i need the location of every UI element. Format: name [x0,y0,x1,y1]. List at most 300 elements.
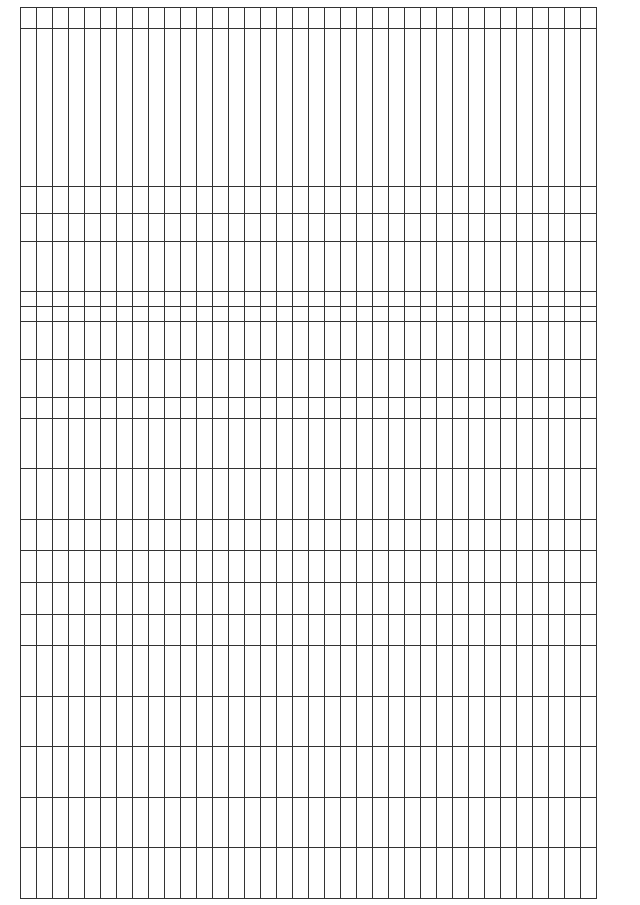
cell-residents [373,418,389,469]
cell-c8 [517,747,533,798]
cell-sec [149,307,165,322]
cell-area2 [389,359,405,397]
cell-kind [69,241,85,292]
cell-apts [69,397,85,418]
cell-sec [437,307,453,322]
cell-d1 [85,797,101,848]
cell-floors [261,292,277,307]
cell-c5 [101,614,117,646]
cell-residents [325,418,341,469]
cell-c8 [37,747,53,798]
cell-c4 [181,582,197,614]
cell-sec [53,307,69,322]
cell-d1 [517,797,533,848]
cell-c5 [149,614,165,646]
cell-c5 [293,614,309,646]
cell-d2 [293,848,309,899]
cell-sec [37,307,53,322]
table-row [405,8,421,899]
table-row [245,8,261,899]
cell-residents [85,418,101,469]
cell-c8 [421,747,437,798]
cell-c3 [373,551,389,583]
cell-sec [309,307,325,322]
cell-apts [309,397,325,418]
cell-c6 [133,646,149,697]
cell-c3 [37,551,53,583]
cell-name [37,29,53,187]
cell-c3 [117,551,133,583]
cell-floors [373,292,389,307]
cell-c1 [533,469,549,520]
cell-c4 [293,582,309,614]
cell-floors [149,292,165,307]
cell-c6 [373,646,389,697]
cell-no [405,8,421,29]
cell-d2 [565,848,581,899]
cell-c5 [325,614,341,646]
cell-c3 [277,551,293,583]
cell-residents [405,418,421,469]
cell-floors [437,292,453,307]
cell-c1 [37,469,53,520]
cell-residents [453,418,469,469]
cell-year2 [101,214,117,241]
cell-c8 [181,747,197,798]
cell-no [245,8,261,29]
cell-c8 [53,747,69,798]
cell-c5 [437,614,453,646]
cell-area [21,321,37,359]
cell-sec [181,307,197,322]
cell-c5 [517,614,533,646]
cell-year [389,187,405,214]
cell-residents [229,418,245,469]
cell-c4 [341,582,357,614]
cell-kind [357,241,373,292]
cell-sec [197,307,213,322]
cell-name [309,29,325,187]
cell-floors [517,292,533,307]
cell-c2 [101,519,117,551]
cell-no [53,8,69,29]
cell-c7 [181,696,197,747]
cell-d1 [197,797,213,848]
cell-d2 [405,848,421,899]
cell-c5 [53,614,69,646]
cell-c2 [165,519,181,551]
cell-year2 [37,214,53,241]
cell-apts [213,397,229,418]
table-row [149,8,165,899]
cell-c5 [69,614,85,646]
cell-c3 [229,551,245,583]
cell-c2 [229,519,245,551]
cell-year2 [389,214,405,241]
cell-c8 [309,747,325,798]
cell-c4 [581,582,597,614]
cell-name [533,29,549,187]
cell-residents [149,418,165,469]
cell-d1 [309,797,325,848]
cell-c7 [197,696,213,747]
cell-floors [197,292,213,307]
cell-year2 [133,214,149,241]
cell-area [85,321,101,359]
cell-name [325,29,341,187]
cell-d1 [437,797,453,848]
cell-c2 [277,519,293,551]
cell-c7 [21,696,37,747]
cell-d2 [245,848,261,899]
cell-area2 [229,359,245,397]
cell-c1 [325,469,341,520]
cell-kind [485,241,501,292]
cell-no [357,8,373,29]
cell-no [549,8,565,29]
cell-apts [469,397,485,418]
cell-area [469,321,485,359]
cell-d2 [549,848,565,899]
cell-c5 [197,614,213,646]
cell-c6 [69,646,85,697]
cell-sec [21,307,37,322]
cell-floors [549,292,565,307]
cell-c6 [149,646,165,697]
cell-c7 [309,696,325,747]
cell-c8 [21,747,37,798]
cell-c8 [149,747,165,798]
cell-kind [261,241,277,292]
cell-c7 [565,696,581,747]
cell-c2 [469,519,485,551]
cell-kind [501,241,517,292]
cell-year2 [309,214,325,241]
cell-residents [21,418,37,469]
cell-year2 [533,214,549,241]
cell-residents [165,418,181,469]
cell-c4 [469,582,485,614]
cell-area [229,321,245,359]
cell-c8 [197,747,213,798]
cell-c5 [165,614,181,646]
cell-d1 [37,797,53,848]
cell-apts [549,397,565,418]
cell-no [389,8,405,29]
cell-c4 [421,582,437,614]
cell-kind [21,241,37,292]
cell-c3 [485,551,501,583]
cell-c4 [405,582,421,614]
cell-c8 [501,747,517,798]
cell-c5 [373,614,389,646]
cell-c7 [165,696,181,747]
cell-kind [405,241,421,292]
cell-residents [293,418,309,469]
cell-c1 [197,469,213,520]
cell-c2 [501,519,517,551]
cell-c5 [485,614,501,646]
cell-c7 [149,696,165,747]
cell-d1 [373,797,389,848]
cell-c7 [53,696,69,747]
cell-c4 [309,582,325,614]
cell-floors [101,292,117,307]
cell-apts [293,397,309,418]
cell-c2 [213,519,229,551]
cell-no [309,8,325,29]
cell-area2 [549,359,565,397]
cell-sec [133,307,149,322]
cell-no [373,8,389,29]
cell-d2 [389,848,405,899]
cell-c1 [245,469,261,520]
cell-d2 [69,848,85,899]
cell-c8 [581,747,597,798]
cell-c2 [565,519,581,551]
cell-kind [197,241,213,292]
cell-c6 [437,646,453,697]
cell-c1 [213,469,229,520]
cell-year2 [261,214,277,241]
cell-c2 [117,519,133,551]
cell-sec [341,307,357,322]
cell-no [341,8,357,29]
cell-c6 [325,646,341,697]
cell-apts [517,397,533,418]
cell-c4 [69,582,85,614]
cell-c8 [213,747,229,798]
cell-c5 [565,614,581,646]
cell-area [37,321,53,359]
cell-kind [437,241,453,292]
cell-c8 [293,747,309,798]
cell-apts [149,397,165,418]
cell-no [517,8,533,29]
cell-apts [437,397,453,418]
cell-area2 [277,359,293,397]
cell-kind [37,241,53,292]
cell-apts [229,397,245,418]
cell-area [549,321,565,359]
cell-no [261,8,277,29]
cell-year [421,187,437,214]
cell-d2 [453,848,469,899]
cell-d1 [341,797,357,848]
cell-name [293,29,309,187]
cell-no [533,8,549,29]
cell-c1 [101,469,117,520]
cell-year2 [437,214,453,241]
cell-c4 [389,582,405,614]
cell-d2 [117,848,133,899]
cell-area2 [181,359,197,397]
cell-c7 [533,696,549,747]
cell-year2 [293,214,309,241]
cell-c6 [533,646,549,697]
cell-d2 [357,848,373,899]
cell-d2 [277,848,293,899]
cell-kind [245,241,261,292]
cell-c1 [517,469,533,520]
cell-area2 [85,359,101,397]
cell-name [165,29,181,187]
cell-c1 [357,469,373,520]
cell-residents [389,418,405,469]
cell-d1 [133,797,149,848]
cell-kind [453,241,469,292]
cell-d2 [421,848,437,899]
cell-c8 [437,747,453,798]
cell-d2 [533,848,549,899]
cell-area [357,321,373,359]
cell-name [117,29,133,187]
cell-area [117,321,133,359]
cell-c1 [373,469,389,520]
cell-no [229,8,245,29]
cell-c4 [21,582,37,614]
cell-c2 [341,519,357,551]
cell-year [101,187,117,214]
table-row [261,8,277,899]
cell-area2 [421,359,437,397]
cell-c3 [69,551,85,583]
cell-c7 [421,696,437,747]
cell-c3 [357,551,373,583]
cell-area2 [485,359,501,397]
cell-residents [261,418,277,469]
cell-year2 [373,214,389,241]
cell-c2 [69,519,85,551]
cell-year [213,187,229,214]
cell-area2 [53,359,69,397]
cell-d2 [437,848,453,899]
cell-apts [197,397,213,418]
cell-d1 [261,797,277,848]
cell-kind [549,241,565,292]
cell-c8 [549,747,565,798]
cell-no [101,8,117,29]
cell-year [581,187,597,214]
cell-no [37,8,53,29]
cell-floors [245,292,261,307]
cell-apts [133,397,149,418]
cell-c5 [181,614,197,646]
cell-sec [69,307,85,322]
cell-floors [581,292,597,307]
cell-floors [453,292,469,307]
cell-c4 [453,582,469,614]
cell-no [485,8,501,29]
cell-area2 [69,359,85,397]
cell-floors [277,292,293,307]
cell-c3 [53,551,69,583]
cell-d2 [213,848,229,899]
cell-no [469,8,485,29]
cell-c1 [309,469,325,520]
cell-area [581,321,597,359]
cell-year2 [517,214,533,241]
cell-c8 [165,747,181,798]
cell-residents [469,418,485,469]
cell-c2 [85,519,101,551]
cell-c3 [197,551,213,583]
cell-name [581,29,597,187]
cell-area [133,321,149,359]
cell-c1 [389,469,405,520]
cell-c5 [469,614,485,646]
cell-floors [309,292,325,307]
cell-residents [309,418,325,469]
cell-floors [165,292,181,307]
cell-c8 [261,747,277,798]
cell-d2 [261,848,277,899]
cell-c8 [565,747,581,798]
cell-sec [485,307,501,322]
table-total-row [373,8,389,899]
cell-sec [405,307,421,322]
cell-c6 [453,646,469,697]
cell-c7 [133,696,149,747]
cell-name [85,29,101,187]
cell-floors [229,292,245,307]
cell-kind [341,241,357,292]
cell-sec [245,307,261,322]
cell-c2 [21,519,37,551]
cell-c1 [181,469,197,520]
table-row [69,8,85,899]
cell-sec [501,307,517,322]
cell-apts [453,397,469,418]
cell-c7 [485,696,501,747]
cell-no [325,8,341,29]
cell-c3 [581,551,597,583]
cell-c2 [261,519,277,551]
cell-c4 [245,582,261,614]
cell-area [325,321,341,359]
cell-floors [85,292,101,307]
cell-no [149,8,165,29]
cell-c1 [21,469,37,520]
cell-name [389,29,405,187]
cell-area2 [373,359,389,397]
cell-kind [277,241,293,292]
cell-name [421,29,437,187]
cell-apts [405,397,421,418]
cell-kind [149,241,165,292]
cell-sec [85,307,101,322]
cell-c8 [357,747,373,798]
cell-c3 [565,551,581,583]
cell-residents [213,418,229,469]
cell-area [341,321,357,359]
cell-name [341,29,357,187]
cell-c2 [373,519,389,551]
cell-residents [549,418,565,469]
cell-c7 [549,696,565,747]
cell-apts [421,397,437,418]
cell-c7 [437,696,453,747]
cell-area2 [37,359,53,397]
cell-c3 [405,551,421,583]
cell-sec [581,307,597,322]
cell-c4 [549,582,565,614]
cell-d2 [85,848,101,899]
cell-d2 [229,848,245,899]
cell-sec [117,307,133,322]
cell-name [373,29,389,187]
cell-c5 [549,614,565,646]
